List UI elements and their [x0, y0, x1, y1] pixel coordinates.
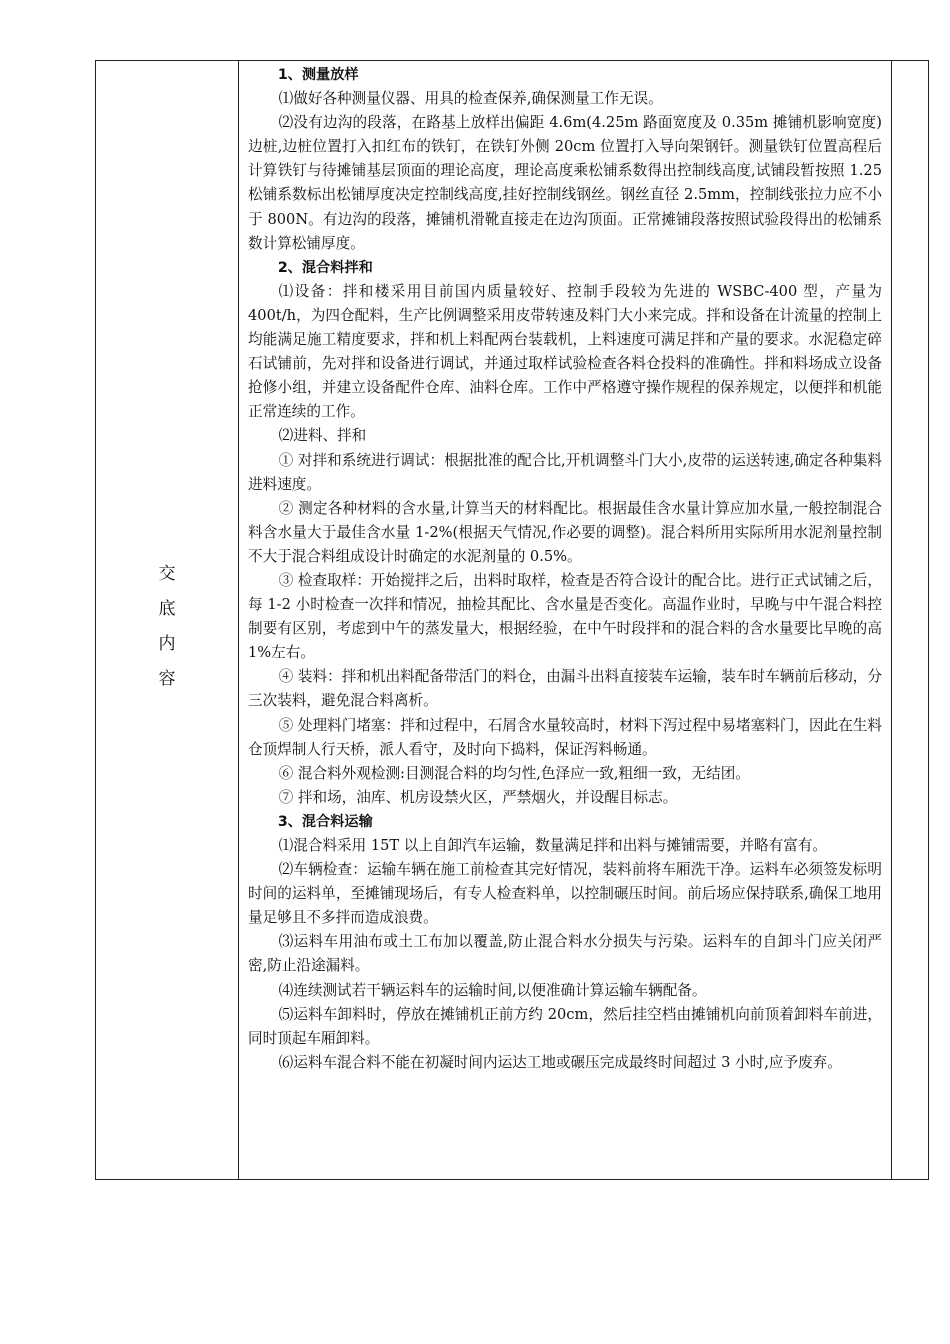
section-heading: 3、混合料运输	[277, 813, 373, 830]
body-paragraph: ⑥ 混合料外观检测:目测混合料的均匀性,色泽应一致,粗细一致，无结团。	[278, 764, 750, 782]
body-paragraph: ⑴做好各种测量仪器、用具的检查保养,确保测量工作无误。	[278, 90, 663, 108]
row-label-disclosure-content	[96, 557, 238, 697]
body-paragraph: ① 对拌和系统进行调试：根据批准的配合比,开机调整斗门大小,皮带的运送转速,确定各种集料进料速度。	[248, 451, 882, 493]
column-divider-left	[238, 61, 239, 1179]
body-paragraph: ⑵没有边沟的段落，在路基上放样出偏距 4.6m(4.25m 路面宽度及 0.35m 摊铺机影响宽度)边桩,边桩位置打入扣红布的铁钉，在铁钉外侧 20cm 位置打入导向架钢钎。测量铁钉位置高程后计算铁钉与待摊铺基层顶面的理论高度，理论高度乘松铺系数得出控制线高度,试铺段暂按照 1.25 松铺系数标出松铺厚度决定控制线高度,挂好控制线钢丝。钢丝直径 2.5mm，控制线张拉力应不小于 800N。有边沟的段落，摊铺机滑靴直接走在边沟顶面。正常摊铺段落按照试验段得出的松铺系数计算松铺厚度。	[248, 114, 882, 252]
body-paragraph: ⑴设备：拌和楼采用目前国内质量较好、控制手段较为先进的 WSBC-400 型，产量为 400t/h，为四仓配料，生产比例调整采用皮带转速及料门大小来完成。拌和设备在计流量的控制上均能满足施工精度要求，拌和机上料配两台装载机，上料速度可满足拌和产量的要求。水泥稳定碎石试铺前，先对拌和设备进行调试，并通过取样试验检查各料仓投料的准确性。拌和料场成立设备抢修小组，并建立设备配件仓库、油料仓库。工作中严格遵守操作规程的保养规定，以便拌和机能正常连续的工作。	[248, 282, 882, 421]
body-paragraph: ③ 检查取样：开始搅拌之后，出料时取样，检查是否符合设计的配合比。进行正式试铺之后，每 1-2 小时检查一次拌和情况，抽检其配比、含水量是否变化。高温作业时，早晚与中午混合料控制要有区别，考虑到中午的蒸发量大，根据经验，在中午时段拌和的混合料的含水量要比早晚的高 1%左右。	[248, 571, 882, 662]
label-char: 交	[158, 564, 176, 584]
body-paragraph: ⑹运料车混合料不能在初凝时间内运达工地或碾压完成最终时间超过 3 小时,应予废弃。	[278, 1053, 842, 1071]
body-paragraph: ⑤ 处理料门堵塞：拌和过程中，石屑含水量较高时，材料下泻过程中易堵塞料门，因此在生料仓顶焊制人行天桥，派人看守，及时向下捣料，保证泻料畅通。	[248, 716, 882, 758]
body-paragraph: ④ 装料：拌和机出料配备带活门的料仓，由漏斗出料直接装车运输，装车时车辆前后移动，分三次装料，避免混合料离析。	[248, 668, 882, 710]
section-heading: 1、测量放样	[277, 67, 359, 83]
body-paragraph: ⑸运料车卸料时，停放在摊铺机正前方约 20cm，然后挂空档由摊铺机向前顶着卸料车前进，同时顶起车厢卸料。	[248, 1005, 882, 1047]
section-heading: 2、混合料拌和	[277, 259, 373, 276]
label-char: 内	[158, 634, 176, 654]
label-char: 底	[158, 599, 176, 619]
body-paragraph: ⑴混合料采用 15T 以上自卸汽车运输，数量满足拌和出料与摊铺需要，并略有富有。	[278, 837, 828, 854]
body-paragraph: ⑷连续测试若干辆运料车的运输时间,以便准确计算运输车辆配备。	[278, 981, 707, 999]
body-paragraph: ⑶运料车用油布或土工布加以覆盖,防止混合料水分损失与污染。运料车的自卸斗门应关闭严密,防止沿途漏料。	[248, 933, 882, 975]
column-divider-right	[891, 61, 892, 1179]
body-paragraph: ⑵进料、拌和	[278, 427, 367, 445]
disclosure-body	[248, 63, 882, 1075]
body-paragraph: ⑦ 拌和场，油库、机房设禁火区，严禁烟火，并设醒目标志。	[278, 788, 678, 806]
body-paragraph: ② 测定各种材料的含水量,计算当天的材料配比。根据最佳含水量计算应加水量,一般控制混合料含水量大于最佳含水量 1-2%(根据天气情况,作必要的调整)。混合料所用实际所用水泥剂量控制不大于混合料组成设计时确定的水泥剂量的 0.5%。	[248, 499, 882, 565]
body-paragraph: ⑵车辆检查：运输车辆在施工前检查其完好情况，装料前将车厢洗干净。运料车必须签发标明时间的运料单，至摊铺现场后，有专人检查料单，以控制碾压时间。前后场应保持联系,确保工地用量足够且不多拌而造成浪费。	[248, 861, 882, 927]
label-char: 容	[158, 669, 176, 689]
disclosure-table	[95, 60, 929, 1180]
